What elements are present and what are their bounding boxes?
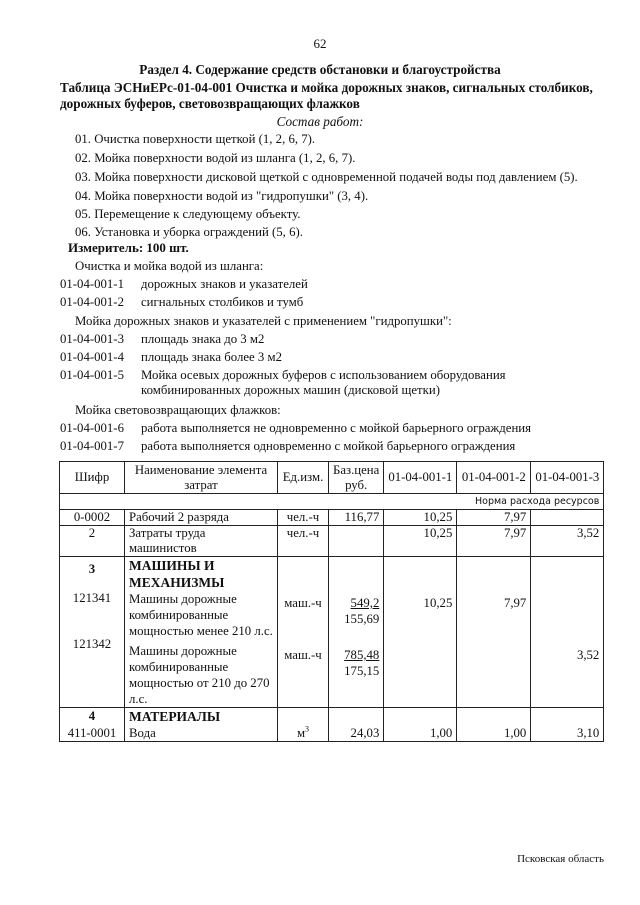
row-name	[125, 557, 278, 708]
machine-price-total: 549,2	[350, 596, 380, 610]
code-line	[60, 277, 308, 292]
code-line	[60, 421, 531, 436]
row-value-2: 7,97	[457, 510, 531, 526]
row-price	[329, 557, 384, 708]
work-item: 04. Мойка поверхности водой из "гидропушки" (3, 4).	[75, 189, 369, 203]
row-name	[125, 708, 278, 742]
section-title: Раздел 4. Содержание средств обстановки и благоустройства	[139, 62, 501, 77]
machine-price-wage: 175,15	[344, 664, 380, 678]
code-description-line-2: комбинированных дорожных машин (дисковой щетки)	[141, 383, 440, 397]
code-line	[60, 295, 303, 310]
row-unit	[278, 708, 329, 742]
header-name-line-2: затрат	[184, 477, 218, 492]
norm-row	[60, 494, 604, 510]
code-description-line-1: Мойка осевых дорожных буферов с использованием оборудования	[141, 368, 506, 382]
group-label: Очистка и мойка водой из шланга:	[75, 259, 264, 273]
row-value-2: 7,97	[457, 526, 531, 557]
table-title-line-2: дорожных буферов, световозвращающих флажков	[60, 96, 360, 111]
row-name-line: Затраты труда	[129, 526, 206, 540]
material-code: 411-0001	[67, 726, 117, 740]
machine-price-total: 785,48	[344, 648, 380, 662]
row-unit: чел.-ч	[278, 510, 329, 526]
code-description: площадь знака более 3 м2	[141, 350, 282, 364]
code: 01-04-001-5	[60, 368, 124, 382]
row-code: 2	[60, 526, 125, 557]
code-line	[60, 332, 264, 347]
table-row	[60, 510, 604, 526]
row-value-3	[531, 708, 604, 742]
code-description: работа выполняется одновременно с мойкой барьерного ограждения	[141, 439, 516, 453]
row-price	[329, 708, 384, 742]
machine-name-line: Машины дорожные	[129, 592, 237, 606]
machine-name-line: л.с.	[129, 692, 148, 706]
work-item: 03. Мойка поверхности дисковой щеткой с одновременной подачей воды под давлением (5).	[75, 170, 578, 184]
header-code: Шифр	[60, 462, 125, 494]
row-value-3: 3,52	[531, 526, 604, 557]
work-item: 06. Установка и уборка ограждений (5, 6).	[75, 225, 303, 239]
row-code	[60, 708, 125, 742]
header-col-3: 01-04-001-3	[531, 462, 604, 494]
row-name	[125, 526, 278, 557]
group-name-line: МЕХАНИЗМЫ	[129, 575, 225, 590]
table-row-materials	[60, 708, 604, 742]
unit-base: м	[296, 726, 306, 740]
machine-name-line: Машины дорожные	[129, 644, 237, 658]
code: 01-04-001-3	[60, 332, 124, 346]
machine-name-line: комбинированные	[129, 660, 229, 674]
row-code	[60, 557, 125, 708]
machine-value	[535, 595, 599, 611]
row-unit: чел.-ч	[278, 526, 329, 557]
header-price-line-1: Баз.цена	[333, 462, 380, 477]
row-value-1	[384, 708, 457, 742]
header-col-1: 01-04-001-1	[384, 462, 457, 494]
code: 01-04-001-1	[60, 277, 124, 291]
norm-label: Норма расхода ресурсов	[60, 494, 604, 510]
material-value: 3,10	[576, 726, 600, 740]
work-item: 01. Очистка поверхности щеткой (1, 2, 6, 7).	[75, 132, 316, 146]
code-description: площадь знака до 3 м2	[141, 332, 265, 346]
table-row	[60, 526, 604, 557]
row-value-1	[384, 557, 457, 708]
row-value-2	[457, 708, 531, 742]
machine-unit: маш.-ч	[284, 596, 322, 610]
row-value-3	[531, 510, 604, 526]
material-price: 24,03	[350, 726, 380, 740]
table-row-machines	[60, 557, 604, 708]
machine-name-line: мощностью менее 210 л.с.	[129, 624, 273, 638]
row-code: 0-0002	[60, 510, 125, 526]
row-value-2	[457, 557, 531, 708]
work-item: 02. Мойка поверхности водой из шланга (1, 2, 6, 7).	[75, 151, 356, 165]
machine-value: 3,52	[576, 648, 600, 662]
machine-name-line: комбинированные	[129, 608, 229, 622]
row-name-line: машинистов	[129, 541, 197, 555]
material-value: 1,00	[503, 726, 527, 740]
table-title-line-1: Таблица ЭСНиЕРс-01-04-001 Очистка и мойка дорожных знаков, сигнальных столбиков,	[60, 80, 593, 95]
group-label: Мойка дорожных знаков и указателей с применением "гидропушки":	[75, 314, 452, 328]
header-name	[125, 462, 278, 494]
page-number: 62	[313, 36, 327, 51]
row-value-1: 10,25	[384, 526, 457, 557]
header-price	[329, 462, 384, 494]
group-code: 3	[88, 562, 96, 576]
machine-code: 121342	[72, 637, 112, 651]
header-name-line-1: Наименование элемента	[134, 462, 268, 477]
code-description: работа выполняется не одновременно с мойкой барьерного ограждения	[141, 421, 532, 435]
group-name-line: МАШИНЫ И	[129, 558, 215, 573]
code-description: дорожных знаков и указателей	[141, 277, 308, 291]
header-unit: Ед.изм.	[278, 462, 329, 494]
code: 01-04-001-4	[60, 350, 124, 364]
material-name: Вода	[129, 726, 156, 740]
unit-exponent: 3	[305, 724, 310, 734]
table-title	[60, 80, 593, 112]
row-value-3	[531, 557, 604, 708]
machine-name-line: мощностью от 210 до 270	[129, 676, 270, 690]
code: 01-04-001-7	[60, 439, 124, 453]
header-col-2: 01-04-001-2	[457, 462, 531, 494]
header-price-line-2: руб.	[345, 477, 368, 492]
code-line	[60, 439, 515, 454]
machine-price-wage: 155,69	[344, 612, 380, 626]
code-line	[60, 350, 282, 365]
machine-code: 121341	[72, 591, 112, 605]
table-header-row	[60, 462, 604, 494]
row-price: 116,77	[329, 510, 384, 526]
material-value: 1,00	[429, 726, 453, 740]
row-value-1: 10,25	[384, 510, 457, 526]
code-line	[60, 368, 506, 398]
code: 01-04-001-6	[60, 421, 124, 435]
material-unit	[282, 725, 324, 741]
row-price	[329, 526, 384, 557]
code-description: сигнальных столбиков и тумб	[141, 295, 304, 309]
work-item: 05. Перемещение к следующему объекту.	[75, 207, 301, 221]
group-code: 4	[88, 709, 96, 723]
measurer: Измеритель: 100 шт.	[68, 240, 189, 255]
code-description	[141, 368, 506, 398]
code: 01-04-001-2	[60, 295, 124, 309]
works-title: Состав работ:	[276, 114, 364, 129]
machine-value: 10,25	[423, 596, 453, 610]
machine-value: 7,97	[503, 596, 527, 610]
group-name: МАТЕРИАЛЫ	[129, 709, 221, 724]
row-unit	[278, 557, 329, 708]
group-label: Мойка световозвращающих флажков:	[75, 403, 281, 417]
row-name: Рабочий 2 разряда	[125, 510, 278, 526]
resources-table	[59, 461, 604, 742]
machine-unit: маш.-ч	[284, 648, 322, 662]
footer-region: Псковская область	[517, 853, 604, 865]
